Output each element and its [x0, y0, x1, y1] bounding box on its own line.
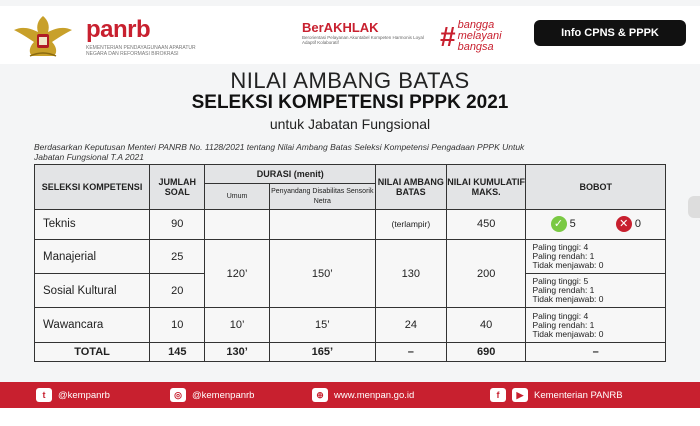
cell-umum-empty: [205, 209, 269, 239]
bobot-line: Paling tinggi: 4: [532, 242, 589, 253]
cell-label: Manajerial: [35, 239, 150, 273]
cell-umum-merged: 120’: [205, 239, 269, 308]
bobot-wrong: 0: [634, 218, 641, 231]
footer-instagram[interactable]: [170, 388, 254, 402]
cell-netra-merged: 150’: [269, 239, 375, 308]
website-url: www.menpan.go.id: [334, 389, 415, 401]
cell-label: Sosial Kultural: [35, 274, 150, 308]
table-row-wawancara: [35, 308, 666, 342]
cell-ambang: (terlampir): [375, 209, 446, 239]
cell-label: TOTAL: [35, 342, 150, 361]
cell-kumulatif-merged: 200: [446, 239, 526, 308]
twitter-icon: t: [36, 388, 52, 402]
header-nilai-ambang: NILAI AMBANG BATAS: [375, 165, 446, 210]
table-row-manajerial: [35, 239, 666, 273]
bobot-line: Paling rendah: 1: [532, 251, 595, 262]
bangga-melayani-logo: [440, 20, 516, 53]
cell-label: Teknis: [35, 209, 150, 239]
brand-subtitle: KEMENTERIAN PENDAYAGUNAAN APARATUR NEGARA DAN REFORMASI BIROKRASI: [86, 45, 196, 57]
twitter-handle: @kempanrb: [58, 389, 110, 401]
title-line-1: NILAI AMBANG BATAS: [230, 68, 470, 93]
cell-bobot: [526, 308, 666, 342]
check-circle-icon: ✓: [551, 216, 567, 232]
bangga-text: bangga melayani bangsa: [457, 19, 502, 53]
bobot-line: Paling tinggi: 5: [532, 276, 589, 287]
cell-ambang: –: [375, 342, 446, 361]
footer-website[interactable]: [312, 388, 414, 402]
cell-kumulatif: 40: [446, 308, 526, 342]
bobot-correct: 5: [569, 218, 576, 231]
instagram-icon: ◎: [170, 388, 186, 402]
header-jumlah: JUMLAH SOAL: [150, 165, 205, 210]
threshold-table: [34, 164, 666, 362]
cell-soal: 20: [150, 274, 205, 308]
scroll-edge-handle[interactable]: [688, 196, 700, 218]
brand-name: panrb: [86, 16, 151, 43]
cell-soal: 90: [150, 209, 205, 239]
header-seleksi: SELEKSI KOMPETENSI: [35, 165, 150, 210]
cell-umum: 10’: [205, 308, 269, 342]
cell-kumulatif: 690: [446, 342, 526, 361]
cell-ambang: 24: [375, 308, 446, 342]
berakhlak-logo: [302, 20, 426, 45]
berakhlak-subtitle: Berorientasi Pelayanan Akuntabel Kompeten Harmonis Loyal Adaptif Kolaboratif: [302, 35, 424, 45]
cell-netra-empty: [269, 209, 375, 239]
youtube-icon: ▶: [512, 388, 528, 402]
facebook-icon: f: [490, 388, 506, 402]
footer-bar: [0, 382, 700, 408]
bottom-margin: [0, 408, 700, 426]
footer-twitter[interactable]: [36, 388, 110, 402]
berakhlak-title: BerAKHLAK: [302, 20, 379, 35]
instagram-handle: @kemenpanrb: [192, 389, 255, 401]
header-nilai-kumulatif: NILAI KUMULATIF MAKS.: [446, 165, 526, 210]
cell-bobot: [526, 209, 666, 239]
hashtag-glyph: #: [440, 20, 456, 52]
header-durasi: DURASI (menit): [205, 165, 375, 184]
cell-ambang-merged: 130: [375, 239, 446, 308]
table-row-total: [35, 342, 666, 361]
cell-bobot: [526, 274, 666, 308]
cell-soal: 25: [150, 239, 205, 273]
brand-block: [86, 16, 216, 57]
cell-soal: 145: [150, 342, 205, 361]
title-line-3: untuk Jabatan Fungsional: [269, 116, 431, 132]
garuda-emblem-icon: [12, 12, 74, 60]
header-umum: Umum: [205, 184, 269, 210]
cell-umum: 130’: [205, 342, 269, 361]
cross-circle-icon: ✕: [616, 216, 632, 232]
bobot-line: Paling rendah: 1: [532, 319, 595, 330]
bobot-line: Paling tinggi: 4: [532, 310, 589, 321]
globe-icon: ⊕: [312, 388, 328, 402]
footer-facebook-youtube[interactable]: [490, 388, 623, 402]
decree-note: Berdasarkan Keputusan Menteri PANRB No. 1128/2021 tentang Nilai Ambang Batas Seleksi Kompetensi Pengadaan PPPK Untuk Jabatan Fungsional T.A 2021: [34, 142, 525, 162]
cell-netra: 15’: [269, 308, 375, 342]
header-bobot: BOBOT: [526, 165, 666, 210]
header: [0, 6, 700, 64]
bobot-line: Tidak menjawab: 0: [532, 260, 604, 271]
cell-soal: 10: [150, 308, 205, 342]
table-row-teknis: [35, 209, 666, 239]
bobot-line: Tidak menjawab: 0: [532, 294, 604, 305]
facebook-youtube-name: Kementerian PANRB: [534, 389, 623, 401]
header-penyandang: Penyandang Disabilitas Sensorik Netra: [269, 184, 375, 210]
cell-kumulatif: 450: [446, 209, 526, 239]
title-line-2: SELEKSI KOMPETENSI PPPK 2021: [191, 92, 509, 113]
cell-bobot: [526, 239, 666, 273]
bobot-line: Tidak menjawab: 0: [532, 328, 604, 339]
cell-netra: 165’: [269, 342, 375, 361]
info-cpns-button[interactable]: Info CPNS & PPPK: [534, 20, 686, 46]
cell-label: Wawancara: [35, 308, 150, 342]
cell-bobot: –: [526, 342, 666, 361]
bobot-line: Paling rendah: 1: [532, 285, 595, 296]
